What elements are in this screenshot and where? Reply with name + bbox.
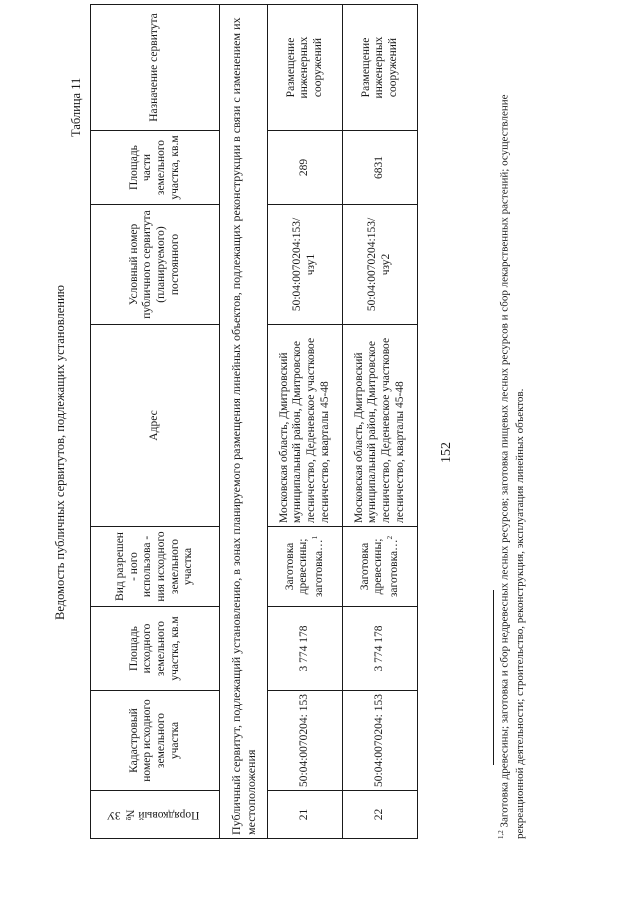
cadastral-number: 50:04:0070204: 153 xyxy=(268,691,343,791)
source-area: 3 774 178 xyxy=(268,607,343,691)
footnote-divider xyxy=(493,590,494,765)
table-row xyxy=(268,5,343,839)
table-row xyxy=(343,5,418,839)
page-number: 152 xyxy=(439,442,454,463)
header-cell xyxy=(91,791,220,839)
document-title: Ведомость публичных сервитутов, подлежащих установлению xyxy=(53,285,67,620)
permitted-use-text: Заготовка древесины; заготовка… xyxy=(283,538,325,598)
servitude-table xyxy=(90,4,418,839)
footnote-text: Заготовка древесины; заготовка и сбор недревесных лесных ресурсов; заготовка пищевых лесных ресурсов и сбор лекарственных растений; осуществление рекреационной деятельности; строительство, реконструкция, эксплуатация линейных объектов. xyxy=(498,94,526,839)
permitted-use xyxy=(343,527,418,607)
header-row xyxy=(91,5,220,839)
header-cell: Вид разрешен - ного использова - ния исходного земельного участка xyxy=(91,527,220,607)
part-area: 6831 xyxy=(343,131,418,205)
header-cell: Кадастровый номер исходного земельного участка xyxy=(91,691,220,791)
section-note: Публичный сервитут, подлежащий установлению, в зонах планируемого размещения линейных объектов, подлежащих реконструкции в связи с изменением их местоположения xyxy=(220,5,268,839)
cadastral-number: 50:04:0070204: 153 xyxy=(343,691,418,791)
header-cell: Площадь части земельного участка, кв.м xyxy=(91,131,220,205)
header-cell: Площадь исходного земельного участка, кв.м xyxy=(91,607,220,691)
footnote-mark: 1,2 xyxy=(497,830,505,839)
footnote-reference: 1 xyxy=(310,535,319,540)
header-cell: Назначение сервитута xyxy=(91,5,220,131)
servitude-purpose: Размещение инженерных сооружений xyxy=(343,5,418,131)
permitted-use xyxy=(268,527,343,607)
footnote-reference: 2 xyxy=(385,535,394,540)
permitted-use-text: Заготовка древесины; заготовка… xyxy=(358,538,400,598)
row-number: 21 xyxy=(268,791,343,839)
servitude-number: 50:04:0070204:153/ чзу1 xyxy=(268,205,343,325)
footnote xyxy=(497,49,527,839)
header-cell: Условный номер публичного сервитута (планируемого) постоянного xyxy=(91,205,220,325)
row-number: 22 xyxy=(343,791,418,839)
table-caption: Таблица 11 xyxy=(69,77,83,137)
source-area: 3 774 178 xyxy=(343,607,418,691)
servitude-number: 50:04:0070204:153/ чзу2 xyxy=(343,205,418,325)
header-cell: Адрес xyxy=(91,325,220,527)
header-number-label: Порядковый № ЗУ xyxy=(106,809,199,822)
part-area: 289 xyxy=(268,131,343,205)
address: Московская область, Дмитровский муниципальный район, Дмитровское лесничество, Деденевское участковое лесничество, кварталы 45-48 xyxy=(343,325,418,527)
address: Московская область, Дмитровский муниципальный район, Дмитровское лесничество, Деденевское участковое лесничество, кварталы 45-48 xyxy=(268,325,343,527)
servitude-purpose: Размещение инженерных сооружений xyxy=(268,5,343,131)
section-row xyxy=(220,5,268,839)
